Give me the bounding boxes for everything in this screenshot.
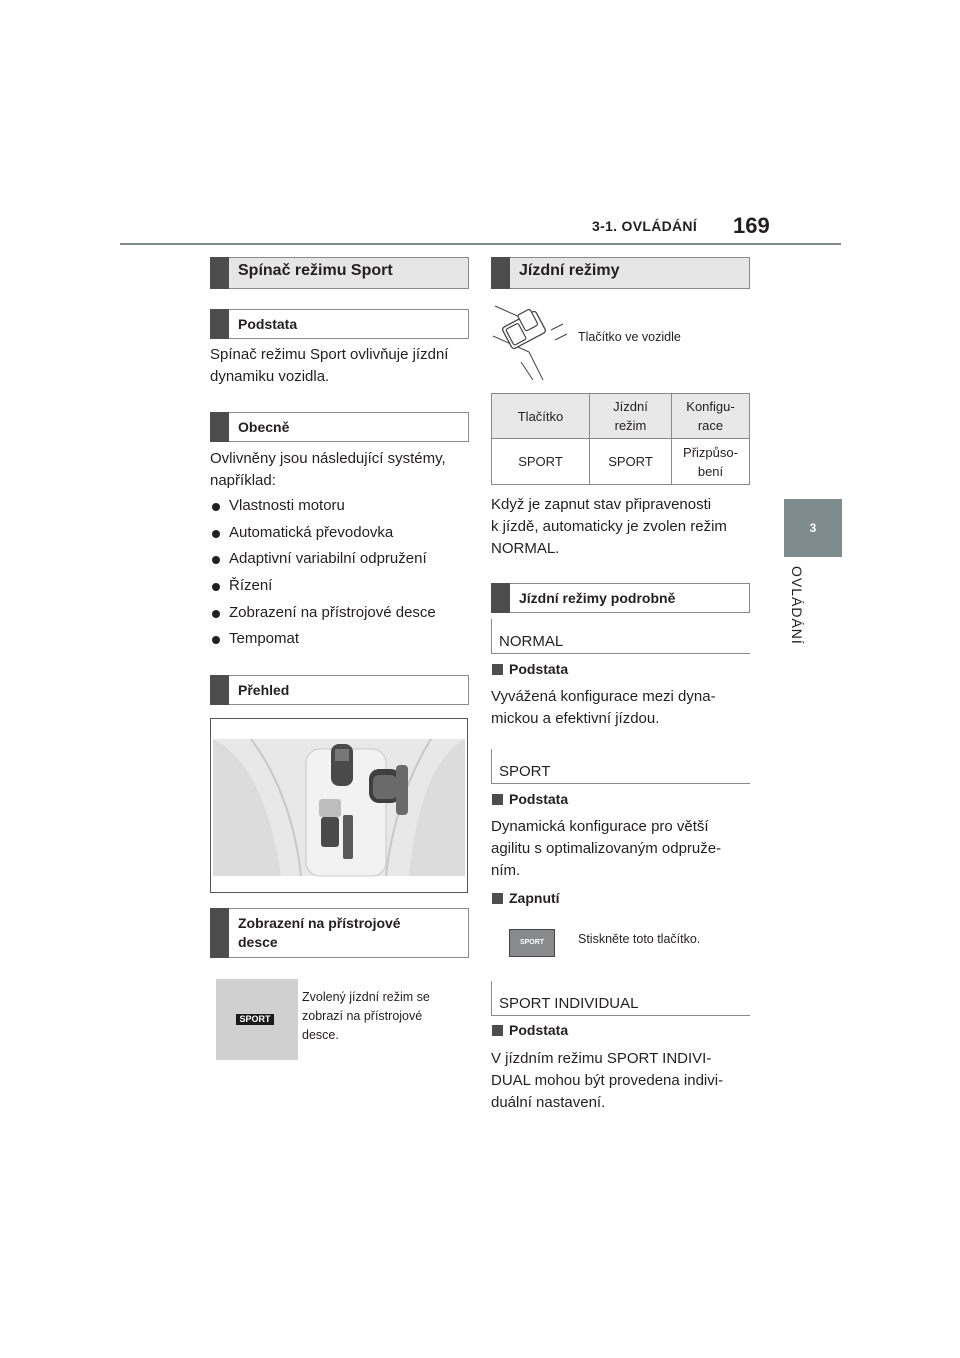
chapter-tab-label: OVLÁDÁNÍ <box>789 566 805 645</box>
page-number: 169 <box>733 213 770 238</box>
subsection-heading-podstata <box>210 309 469 339</box>
heading-line: desce <box>238 934 278 950</box>
chapter-tab-number: 3 <box>809 521 817 535</box>
list-item-text: Adaptivní variabilní odpružení <box>229 550 427 567</box>
table-header-cell <box>492 394 590 439</box>
subsection-heading-text: Jízdní režimy podrobně <box>519 590 676 606</box>
table-header-row <box>492 394 750 439</box>
subsection-heading-obecne <box>210 412 469 442</box>
cell-text: bení <box>697 463 724 479</box>
bullet-icon <box>212 610 220 618</box>
table-row <box>492 439 750 485</box>
text-line: dynamiku vozidla. <box>210 368 330 385</box>
text-line: NORMAL. <box>491 540 560 557</box>
chapter-tab <box>784 499 842 557</box>
list-item-text: Tempomat <box>229 630 300 647</box>
cell-text: režim <box>614 418 647 433</box>
text-line: mickou a efektivní jízdou. <box>491 710 660 727</box>
sport-indicator: SPORT <box>236 1014 274 1025</box>
modes-table <box>491 393 750 485</box>
text-line: agilitu s optimalizovaným odpruže- <box>491 840 722 857</box>
text-line: ním. <box>491 862 521 879</box>
button-caption: Tlačítko ve vozidle <box>578 330 681 344</box>
table-cell <box>590 439 672 485</box>
list-item-text: Zobrazení na přístrojové desce <box>229 604 436 621</box>
chapter-title: 3-1. OVLÁDÁNÍ <box>592 218 698 234</box>
text-line: zobrazí na přístrojové <box>302 1009 423 1023</box>
bullet-icon <box>212 583 220 591</box>
bullet-icon <box>212 503 220 511</box>
button-illustration <box>491 300 571 380</box>
text-line: Ovlivněny jsou následující systémy, <box>210 450 446 467</box>
paragraph <box>491 494 727 560</box>
section-heading-text: Jízdní režimy <box>519 262 620 279</box>
section-heading-driving-modes <box>491 257 750 289</box>
text-line: Spínač režimu Sport ovlivňuje jízdní <box>210 346 449 363</box>
text-line: Dynamická konfigurace pro větší <box>491 818 709 835</box>
mode-heading-normal <box>491 619 750 654</box>
text-line: duální nastavení. <box>491 1094 606 1111</box>
square-bullet-icon <box>492 893 503 904</box>
subsection-heading-prehled <box>210 675 469 705</box>
table-header-cell <box>672 394 750 439</box>
bullet-icon <box>212 556 220 564</box>
text-line: Zvolený jízdní režim se <box>302 990 430 1004</box>
square-bullet-icon <box>492 794 503 805</box>
cell-text: Konfigu- <box>686 399 735 414</box>
bullet-icon <box>212 530 220 538</box>
mode-heading-sport-individual <box>491 981 750 1016</box>
section-heading-text: Spínač režimu Sport <box>238 262 393 279</box>
text-line: desce. <box>302 1028 339 1042</box>
paragraph <box>210 448 446 492</box>
heading-line: Zobrazení na přístrojové <box>238 915 401 931</box>
cell-text: Jízdní <box>613 399 648 414</box>
subsection-heading-text: Podstata <box>238 316 298 332</box>
mode-heading-text: NORMAL <box>499 633 564 650</box>
text-line: DUAL mohou být provedena indivi- <box>491 1072 724 1089</box>
press-caption: Stiskněte toto tlačítko. <box>578 932 701 946</box>
square-bullet-icon <box>492 664 503 675</box>
subsection-heading-text: Přehled <box>238 682 290 698</box>
subsection-heading-modes-detail <box>491 583 750 613</box>
square-bullet-icon <box>492 1025 503 1036</box>
cell-text: SPORT <box>518 454 563 469</box>
subsection-heading-text: Obecně <box>238 419 290 435</box>
paragraph <box>210 344 448 388</box>
sport-button-image: SPORT <box>509 929 555 957</box>
subsection-heading-text <box>238 914 401 952</box>
header-rule <box>120 243 841 245</box>
display-caption <box>302 988 430 1045</box>
cell-text: SPORT <box>608 454 653 469</box>
subheading-text: Podstata <box>509 791 569 807</box>
cell-text: race <box>697 418 724 433</box>
subheading-text: Zapnutí <box>509 890 560 906</box>
list-item-text: Řízení <box>229 577 273 594</box>
console-illustration <box>210 718 468 893</box>
paragraph <box>491 1048 723 1114</box>
text-line: k jízdě, automaticky je zvolen režim <box>491 518 727 535</box>
subheading-text: Podstata <box>509 661 569 677</box>
text-line: Vyvážená konfigurace mezi dyna- <box>491 688 716 705</box>
subheading-text: Podstata <box>509 1022 569 1038</box>
text-line: například: <box>210 472 276 489</box>
table-cell <box>672 439 750 485</box>
text-line: V jízdním režimu SPORT INDIVI- <box>491 1050 712 1067</box>
text-line: Když je zapnut stav připravenosti <box>491 496 712 513</box>
cell-text: Tlačítko <box>517 408 564 424</box>
section-heading-sport-switch <box>210 257 469 289</box>
table-header-cell <box>590 394 672 439</box>
table-cell <box>492 439 590 485</box>
mode-heading-text: SPORT INDIVIDUAL <box>499 995 639 1012</box>
display-image <box>216 979 298 1060</box>
paragraph <box>491 816 721 882</box>
mode-heading-sport <box>491 749 750 784</box>
mode-heading-text: SPORT <box>499 763 551 780</box>
subsection-heading-zobrazeni <box>210 908 469 958</box>
cell-text: Přizpůso- <box>683 444 738 460</box>
list-item-text: Vlastnosti motoru <box>229 497 345 514</box>
bullet-icon <box>212 636 220 644</box>
paragraph <box>491 686 716 730</box>
list-item-text: Automatická převodovka <box>229 524 394 541</box>
